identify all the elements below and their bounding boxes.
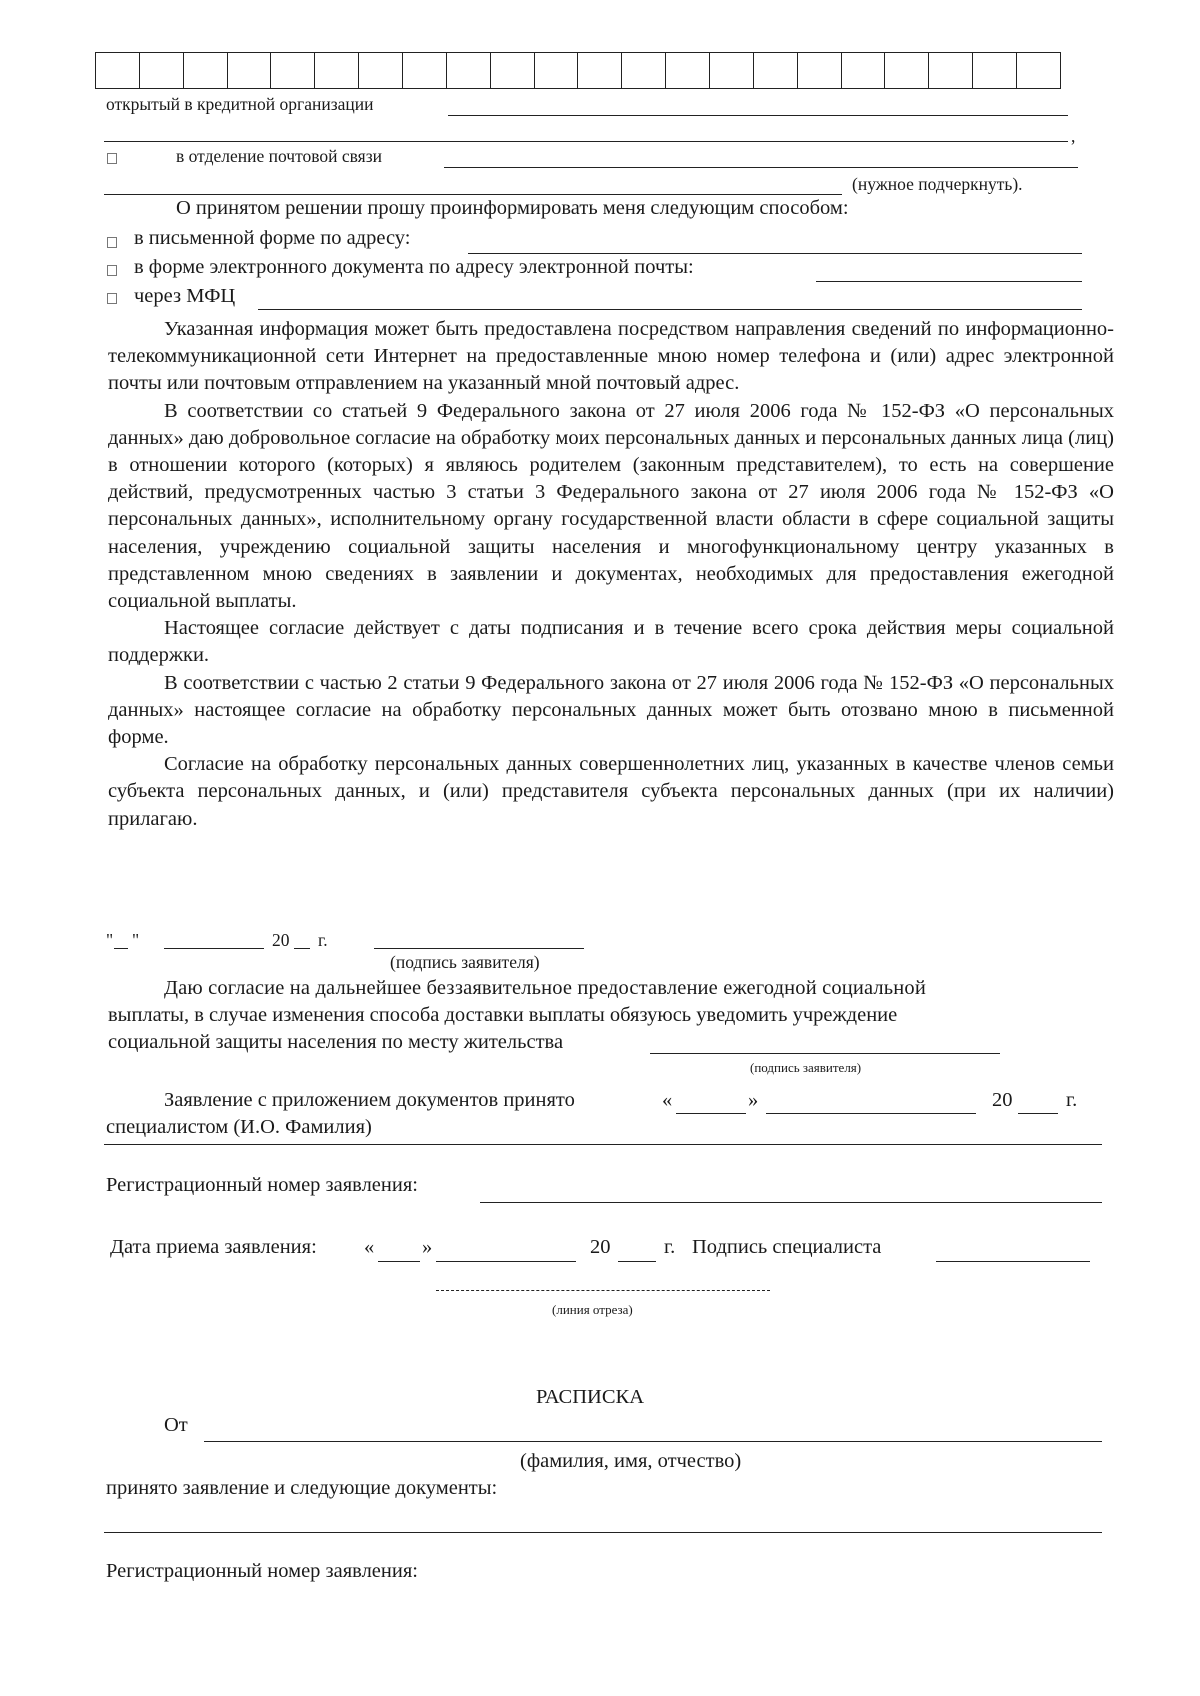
account-digit-cell[interactable]	[1017, 53, 1060, 88]
account-digit-cell[interactable]	[666, 53, 710, 88]
consent-paragraphs	[108, 316, 1114, 833]
comma-mark: ,	[1071, 126, 1076, 146]
registration-number-field[interactable]	[480, 1202, 1102, 1203]
receipt-from-label: От	[164, 1414, 188, 1436]
written-form-checkbox[interactable]	[107, 237, 117, 248]
account-number-grid[interactable]	[95, 52, 1061, 89]
applicant-signature-field[interactable]	[374, 948, 584, 949]
acceptance-day-field[interactable]	[676, 1113, 746, 1114]
specialist-signature-label: Подпись специалиста	[692, 1236, 882, 1258]
post-office-field-line2[interactable]	[104, 194, 842, 195]
further-consent-line2: выплаты, в случае изменения способа доставки выплаты обязуюсь уведомить учреждение	[108, 1004, 898, 1026]
date-year-prefix: 20	[272, 930, 290, 950]
account-digit-cell[interactable]	[359, 53, 403, 88]
receipt-from-field[interactable]	[204, 1441, 1102, 1442]
specialist-label: специалистом (И.О. Фамилия)	[106, 1116, 372, 1138]
further-consent-signature-caption: (подпись заявителя)	[750, 1060, 862, 1075]
paragraph-consent-validity: Настоящее согласие действует с даты подписания и в течение всего срока действия меры социальной поддержки.	[108, 617, 1114, 667]
account-digit-cell[interactable]	[228, 53, 272, 88]
account-digit-cell[interactable]	[710, 53, 754, 88]
receipt-title: РАСПИСКА	[536, 1386, 644, 1408]
date-quote-close: "	[132, 930, 140, 950]
account-digit-cell[interactable]	[315, 53, 359, 88]
date-month-field[interactable]	[164, 948, 264, 949]
acceptance-year-suffix: г.	[1066, 1089, 1078, 1111]
account-digit-cell[interactable]	[842, 53, 886, 88]
underline-note: (нужное подчеркнуть).	[852, 174, 1023, 194]
written-form-option: в письменной форме по адресу:	[134, 227, 411, 249]
account-digit-cell[interactable]	[622, 53, 666, 88]
receipt-documents-field[interactable]	[104, 1532, 1102, 1533]
mfc-field[interactable]	[258, 309, 1082, 310]
account-digit-cell[interactable]	[535, 53, 579, 88]
paragraph-info-delivery: Указанная информация может быть предоставлена посредством направления сведений по информационно-телекоммуникационной сети Интернет на предоставленные мною номер телефона и (или) адрес электронной почты или почтовым отправлением на указанный мной почтовый адрес.	[108, 318, 1114, 395]
mfc-checkbox[interactable]	[107, 293, 117, 304]
mfc-option: через МФЦ	[134, 285, 236, 307]
email-address-field[interactable]	[816, 281, 1082, 282]
account-digit-cell[interactable]	[447, 53, 491, 88]
receipt-date-quote-close: »	[422, 1236, 433, 1258]
account-digit-cell[interactable]	[973, 53, 1017, 88]
credit-org-field-line2[interactable]	[104, 141, 1068, 142]
post-office-label: в отделение почтовой связи	[176, 146, 383, 166]
account-digit-cell[interactable]	[403, 53, 447, 88]
further-consent-line1: Даю согласие на дальнейшее беззаявительное предоставление ежегодной социальной	[164, 977, 926, 999]
receipt-date-quote-open: «	[364, 1236, 375, 1258]
receipt-accepted-text: принято заявление и следующие документы:	[106, 1477, 498, 1499]
specialist-signature-field[interactable]	[936, 1261, 1090, 1262]
receipt-date-year-prefix: 20	[590, 1236, 611, 1258]
account-digit-cell[interactable]	[96, 53, 140, 88]
receipt-registration-label: Регистрационный номер заявления:	[106, 1560, 418, 1582]
account-digit-cell[interactable]	[184, 53, 228, 88]
acceptance-quote-close: »	[748, 1089, 759, 1111]
receipt-date-label: Дата приема заявления:	[110, 1236, 317, 1258]
email-form-checkbox[interactable]	[107, 265, 117, 276]
receipt-date-year-field[interactable]	[618, 1261, 656, 1262]
date-day-field[interactable]	[114, 948, 128, 949]
account-digit-cell[interactable]	[798, 53, 842, 88]
account-digit-cell[interactable]	[929, 53, 973, 88]
acceptance-month-field[interactable]	[766, 1113, 976, 1114]
account-digit-cell[interactable]	[578, 53, 622, 88]
specialist-name-field[interactable]	[104, 1144, 1102, 1145]
cut-line-caption: (линия отреза)	[552, 1302, 633, 1317]
account-digit-cell[interactable]	[885, 53, 929, 88]
credit-org-field[interactable]	[448, 115, 1068, 116]
registration-label: Регистрационный номер заявления:	[106, 1174, 418, 1196]
further-consent-signature-field[interactable]	[650, 1053, 1000, 1054]
further-consent-line3: социальной защиты населения по месту жительства	[108, 1031, 564, 1053]
account-digit-cell[interactable]	[140, 53, 184, 88]
account-digit-cell[interactable]	[491, 53, 535, 88]
cut-line	[436, 1290, 770, 1291]
date-year-suffix: г.	[318, 930, 328, 950]
post-checkbox[interactable]	[107, 153, 117, 164]
acceptance-year-field[interactable]	[1018, 1113, 1058, 1114]
account-digit-cell[interactable]	[271, 53, 315, 88]
date-year-field[interactable]	[294, 948, 310, 949]
account-digit-cell[interactable]	[754, 53, 798, 88]
email-form-option: в форме электронного документа по адресу электронной почты:	[134, 256, 694, 278]
acceptance-text: Заявление с приложением документов принято	[164, 1089, 575, 1111]
acceptance-quote-open: «	[662, 1089, 673, 1111]
inform-intro: О принятом решении прошу проинформировать меня следующим способом:	[176, 197, 849, 219]
applicant-signature-caption: (подпись заявителя)	[390, 952, 540, 972]
date-quote-open: "	[106, 930, 114, 950]
receipt-date-year-suffix: г.	[664, 1236, 676, 1258]
post-office-field[interactable]	[444, 167, 1078, 168]
receipt-date-day-field[interactable]	[378, 1261, 420, 1262]
credit-org-label: открытый в кредитной организации	[106, 94, 374, 114]
receipt-fio-caption: (фамилия, имя, отчество)	[520, 1450, 742, 1472]
paragraph-consent-revocation: В соответствии с частью 2 статьи 9 Федерального закона от 27 июля 2006 года № 152-ФЗ «О персональных данных» настоящее согласие на обработку персональных данных может быть отозвано мною в письменной форме.	[108, 671, 1114, 749]
paragraph-personal-data-consent: В соответствии со статьей 9 Федерального закона от 27 июля 2006 года № 152-ФЗ «О персональных данных» даю добровольное согласие на обработку моих персональных данных и персональных данных лица (лиц) в отношении которого (которых) я являюсь родителем (законным представителем), то есть на совершение действий, предусмотренных частью 3 статьи 3 Федерального закона от 27 июля 2006 года № 152-ФЗ «О персональных данных», исполнительному органу государственной власти области в сфере социальной защиты населения, учреждению социальной защиты населения и многофункциональному центру указанных в представленном мною сведениях в заявлении и документах, необходимых для предоставления ежегодной социальной выплаты.	[108, 399, 1114, 613]
acceptance-year-prefix: 20	[992, 1089, 1013, 1111]
paragraph-family-consent: Согласие на обработку персональных данных совершеннолетних лиц, указанных в качестве членов семьи субъекта персональных данных, и (или) представителя субъекта персональных данных (при их наличии) прилагаю.	[108, 753, 1114, 830]
written-address-field[interactable]	[468, 253, 1082, 254]
receipt-date-month-field[interactable]	[436, 1261, 576, 1262]
